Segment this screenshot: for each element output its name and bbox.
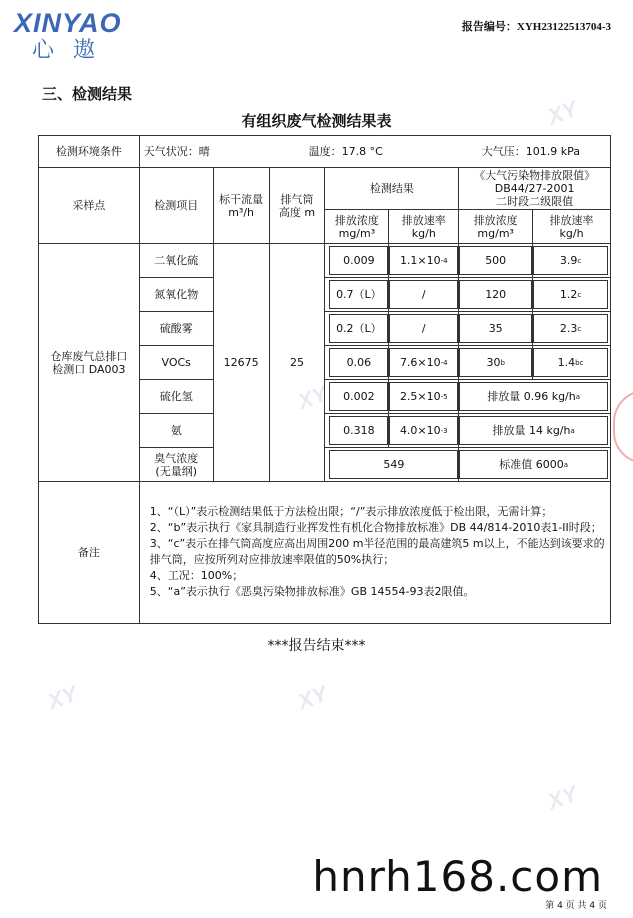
report-number <box>462 18 611 34</box>
limit-merged-cell <box>459 380 611 414</box>
logo-chinese: 心 遨 <box>32 38 101 63</box>
results-table <box>38 135 611 624</box>
limit-rate-value: 3.9 c <box>533 246 608 275</box>
conc-cell <box>325 346 389 380</box>
report-number-label: 报告编号： <box>461 20 517 33</box>
limit-rate-number: 1.4 <box>557 356 576 369</box>
logo-english: XINYAO <box>14 8 122 38</box>
limit-rate-cell <box>533 312 611 346</box>
report-end: ***报告结束*** <box>267 638 366 654</box>
rate-cell <box>389 346 459 380</box>
header-stack-label: 排气筒 <box>280 192 314 206</box>
conc-cell <box>325 244 389 278</box>
conc-cell <box>325 380 389 414</box>
rate-cell <box>389 380 459 414</box>
limit-rate-cell <box>533 244 611 278</box>
standard-line1: 《大气污染物排放限值》 <box>474 169 596 182</box>
rate-cell <box>389 312 459 346</box>
header-limit-conc <box>459 210 533 244</box>
header-flow-label: 标干流量 <box>219 192 264 206</box>
conc-value: 0.002 <box>329 382 388 411</box>
notes-content <box>139 482 610 624</box>
watermark-xy: XY <box>294 380 331 415</box>
note-line: 2、“b”表示执行《家具制造行业挥发性有机化合物排放标准》DB 44/814-2010表1-II时段； <box>149 520 602 534</box>
item-cell: 氨 <box>139 414 213 448</box>
report-number-value: XYH23122513704-3 <box>516 21 611 33</box>
env-pressure: 大气压：101.9 kPa <box>481 145 580 158</box>
note-line: 3、“c”表示在排气筒高度应高出周围200 m半径范围的最高建筑5 m以上，不能达到该要求的排气筒，应按所列对应排放速率限值的50%执行； <box>149 536 605 566</box>
odor-item-line1: 臭气浓度 <box>154 451 199 465</box>
header-flow-unit: m³/h <box>228 205 254 219</box>
limit-conc-cell <box>459 244 533 278</box>
header-stack <box>269 168 325 244</box>
note-line: 4、工况：100%； <box>149 568 244 582</box>
header-limit-conc-unit: mg/m³ <box>477 226 514 240</box>
odor-limit-cell <box>459 448 611 482</box>
limit-merged-value: 排放量 0.96 kg/h a <box>459 382 608 411</box>
limit-rate-value: 1.4 bc <box>533 348 608 377</box>
rate-value <box>389 314 458 343</box>
rate-mantissa: 4.0×10 <box>399 424 441 437</box>
limit-rate-number: 1.2 <box>559 288 578 301</box>
header-conc <box>325 210 389 244</box>
limit-rate-number: 2.3 <box>559 322 578 335</box>
rate-value: 4.0×10 -3 <box>389 416 458 445</box>
note-line: 1、“（L）”表示检测结果低于方法检出限；“/”表示排放浓度低于检出限，无需计算； <box>149 504 553 518</box>
conc-cell <box>325 312 389 346</box>
odor-item <box>139 448 213 482</box>
section-title: 三、检测结果 <box>42 85 133 103</box>
rate-cell <box>389 278 459 312</box>
conc-value: 0.318 <box>329 416 388 445</box>
rate-mantissa: 7.6×10 <box>399 356 441 369</box>
odor-value: 549 <box>329 450 458 479</box>
red-stamp-partial <box>613 390 633 464</box>
header-flow <box>213 168 269 244</box>
odor-item-line2: (无量纲) <box>155 464 197 478</box>
limit-rate-cell <box>533 346 611 380</box>
watermark-xy: XY <box>544 780 581 815</box>
site-watermark: hnrh168.com <box>312 852 603 901</box>
header-rate-label: 排放速率 <box>401 213 446 227</box>
item-cell: 硫酸雾 <box>139 312 213 346</box>
header-sampling-point: 采样点 <box>39 168 140 244</box>
watermark-xy: XY <box>44 680 81 715</box>
limit-conc-cell <box>459 312 533 346</box>
header-stack-unit: 高度 m <box>278 205 316 219</box>
limit-conc-value: 120 <box>459 280 532 309</box>
sampling-point <box>39 244 140 482</box>
rate-cell <box>389 244 459 278</box>
header-conc-unit: mg/m³ <box>338 226 376 240</box>
rate-value: 1.1×10 -4 <box>389 246 458 275</box>
note-line: 5、“a”表示执行《恶臭污染物排放标准》GB 14554-93表2限值。 <box>149 584 475 598</box>
odor-limit: 标准值 6000 a <box>459 450 608 479</box>
limit-conc-number: 30 <box>486 356 501 369</box>
company-logo <box>14 8 122 64</box>
standard-line2: DB44/27-2001 <box>494 182 575 195</box>
limit-conc-cell <box>459 346 533 380</box>
limit-rate-value: 2.3 c <box>533 314 608 343</box>
limit-conc-value: 30 b <box>459 348 532 377</box>
env-label: 检测环境条件 <box>39 136 140 168</box>
watermark-xy: XY <box>544 95 581 130</box>
odor-limit-text: 标准值 6000 <box>499 458 564 471</box>
header-results: 检测结果 <box>325 168 459 210</box>
limit-rate-cell <box>533 278 611 312</box>
rate-cell <box>389 414 459 448</box>
header-conc-label: 排放浓度 <box>334 213 379 227</box>
limit-merged-value: 排放量 14 kg/h a <box>459 416 608 445</box>
rate-value: 2.5×10 -5 <box>389 382 458 411</box>
limit-conc-value: 500 <box>459 246 532 275</box>
conc-value: 0.06 <box>329 348 388 377</box>
header-rate <box>389 210 459 244</box>
limit-rate-number: 3.9 <box>559 254 578 267</box>
conc-value: 0.7（L） <box>329 280 388 309</box>
header-limit-rate-unit: kg/h <box>559 226 584 240</box>
conc-value: 0.2（L） <box>329 314 388 343</box>
header-limit-rate <box>533 210 611 244</box>
env-temperature: 温度：17.8 °C <box>308 145 383 158</box>
rate-mantissa: / <box>421 288 426 301</box>
rate-value: 7.6×10 -4 <box>389 348 458 377</box>
conc-value: 0.009 <box>329 246 388 275</box>
item-cell: 氮氧化物 <box>139 278 213 312</box>
limit-rate-value: 1.2 c <box>533 280 608 309</box>
sampling-point-line2: 检测口 DA003 <box>52 362 126 376</box>
limit-conc-value: 35 <box>459 314 532 343</box>
rate-value <box>389 280 458 309</box>
sampling-point-line1: 仓库废气总排口 <box>50 349 128 363</box>
page-number: 第 4 页 共 4 页 <box>545 901 607 911</box>
limit-conc-cell <box>459 278 533 312</box>
rate-mantissa: 2.5×10 <box>399 390 441 403</box>
table-title: 有组织废气检测结果表 <box>241 112 392 130</box>
header-rate-unit: kg/h <box>411 226 436 240</box>
rate-mantissa: 1.1×10 <box>399 254 441 267</box>
limit-merged-text: 排放量 14 kg/h <box>492 424 571 437</box>
header-item: 检测项目 <box>139 168 213 244</box>
limit-merged-text: 排放量 0.96 kg/h <box>487 390 576 403</box>
standard-line3: 二时段二级限值 <box>496 195 574 208</box>
limit-merged-cell <box>459 414 611 448</box>
header-standard <box>459 168 611 210</box>
env-conditions <box>140 145 610 158</box>
conc-cell <box>325 414 389 448</box>
notes-label: 备注 <box>39 482 140 624</box>
watermark-xy: XY <box>294 680 331 715</box>
item-cell: 二氧化硫 <box>139 244 213 278</box>
header-limit-conc-label: 排放浓度 <box>473 213 518 227</box>
env-weather: 天气状况：晴 <box>143 145 210 158</box>
header-limit-rate-label: 排放速率 <box>549 213 594 227</box>
stack-height-value: 25 <box>269 244 325 482</box>
odor-value-cell <box>325 448 459 482</box>
item-cell: VOCs <box>139 346 213 380</box>
conc-cell <box>325 278 389 312</box>
rate-mantissa: / <box>421 322 426 335</box>
item-cell: 硫化氢 <box>139 380 213 414</box>
flow-value: 12675 <box>213 244 269 482</box>
